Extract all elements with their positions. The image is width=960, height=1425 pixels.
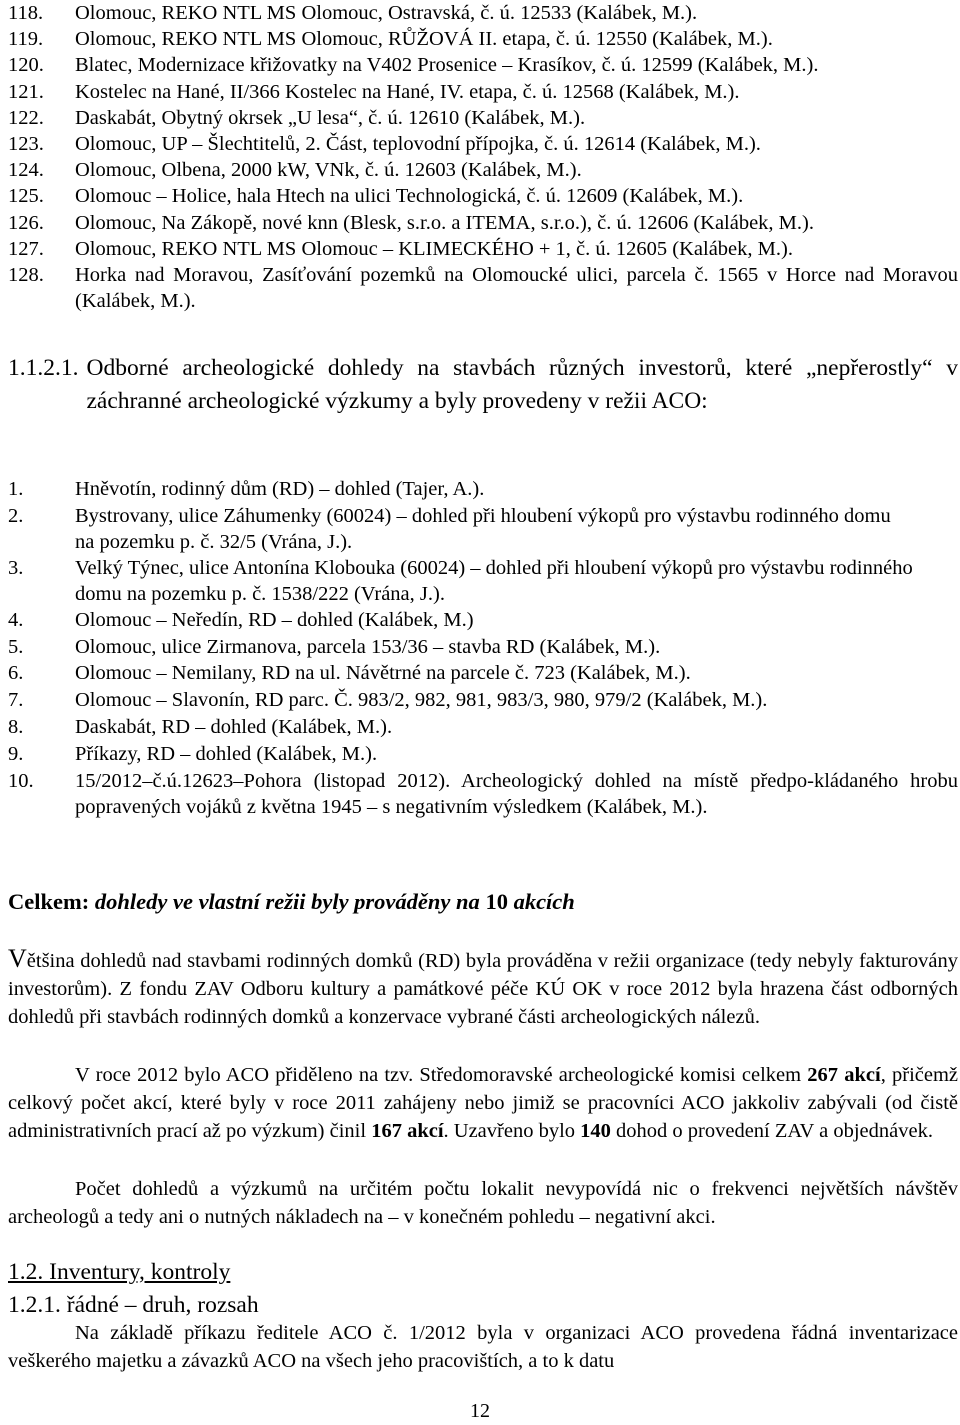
list-item: 1. Hněvotín, rodinný dům (RD) – dohled (Tajer, A.).: [8, 478, 485, 500]
summary-label: Celkem:: [8, 889, 90, 914]
list-item: 123. Olomouc, UP – Šlechtitelů, 2. Část, teplovodní přípojka, č. ú. 12614 (Kalábek, M.).: [8, 132, 761, 155]
list-item: 7. Olomouc – Slavonín, RD parc. Č. 983/2, 982, 981, 983/3, 980, 979/2 (Kalábek, M.).: [8, 689, 768, 712]
paragraph-frequency: Počet dohledů a výzkumů na určitém počtu lokalit nevypovídá nic o frekvenci největších návštěv archeologů a tedy ani o nutných nákladech na – v konečném pohledu – negativní akci.: [8, 1178, 958, 1228]
list-item: 126. Olomouc, Na Zákopě, nové knn (Blesk, s.r.o. a ITEMA, s.r.o.), č. ú. 12606 (Kalábek, M.).: [8, 211, 814, 234]
subheading-regular: 1.2.1. řádné – druh, rozsah: [8, 1292, 259, 1318]
list-item: 120. Blatec, Modernizace křižovatky na V402 Prosenice – Krasíkov, č. ú. 12599 (Kalábek, M.).: [8, 54, 819, 77]
list-item: 5. Olomouc, ulice Zirmanova, parcela 153/36 – stavba RD (Kalábek, M.).: [8, 635, 661, 658]
summary-line: [8, 887, 958, 917]
summary-text: dohledy ve vlastní režii byly prováděny na: [94, 889, 480, 914]
list-item: 3. Velký Týnec, ulice Antonína Klobouka (60024) – dohled při hloubení výkopů pro výstavbu rodinného domu na pozemku p. č. 1538/222 (Vrána, J.).: [8, 556, 913, 605]
list-item: 4. Olomouc – Neředín, RD – dohled (Kalábek, M.): [8, 608, 474, 631]
list-item: 6. Olomouc – Nemilany, RD na ul. Návětrné na parcele č. 723 (Kalábek, M.).: [8, 662, 691, 685]
list-item: 124. Olomouc, Olbena, 2000 kW, VNk, č. ú. 12603 (Kalábek, M.).: [8, 159, 582, 182]
list-item: 121. Kostelec na Hané, II/366 Kostelec na Hané, IV. etapa, č. ú. 12568 (Kalábek, M.).: [8, 80, 740, 103]
section-heading: 1.1.2.1. Odborné archeologické dohledy na stavbách různých investorů, které „nepřerostly“ v záchranné archeologické výzkumy a byly provedeny v režii ACO:: [8, 355, 958, 414]
paragraph-inventory: Na základě příkazu ředitele ACO č. 1/2012 byla v organizaci ACO provedena řádná inventarizace veškerého majetku a závazků ACO na všech jeho pracovištích, a to k datu: [8, 1322, 958, 1372]
list-item: 9. Příkazy, RD – dohled (Kalábek, M.).: [8, 742, 378, 765]
action-list-continued: [8, 0, 958, 314]
list-item: 2. Bystrovany, ulice Záhumenky (60024) – dohled při hloubení výkopů pro výstavbu rodinného domu na pozemku p. č. 32/5 (Vrána, J.).: [8, 504, 891, 553]
page-number: 12: [470, 1400, 490, 1422]
summary-end: akcích: [513, 889, 575, 914]
list-item: 119. Olomouc, REKO NTL MS Olomouc, RŮŽOVÁ II. etapa, č. ú. 12550 (Kalábek, M.).: [8, 28, 773, 51]
summary-count: 10: [485, 889, 508, 914]
supervision-list: [8, 476, 958, 820]
paragraph-actions: V roce 2012 bylo ACO přiděleno na tzv. Středomoravské archeologické komisi celkem 267 akcí, přičemž celkový počet akcí, které byly v roce 2011 zahájeny nebo jimiž se pracovníci ACO jakkoliv zabývali (od čistě administrativních prací až po výzkum) činil 167 akcí. Uzavřeno bylo 140 dohod o provedení ZAV a objednávek.: [8, 1064, 959, 1142]
heading-inventory: 1.2. Inventury, kontroly: [8, 1259, 231, 1285]
list-item: 122. Daskabát, Obytný okrsek „U lesa“, č. ú. 12610 (Kalábek, M.).: [8, 106, 586, 129]
list-item: 8. Daskabát, RD – dohled (Kalábek, M.).: [8, 715, 393, 738]
list-item: 10. 15/2012–č.ú.12623–Pohora (listopad 2012). Archeologický dohled na místě předpo-kládaného hrobu popravených vojáků z května 1945 – s negativním výsledkem (Kalábek, M.).: [8, 769, 958, 818]
paragraph-funding: Většina dohledů nad stavbami rodinných domků (RD) byla prováděna v režii organizace (tedy nebyly fakturovány investorům). Z fondu ZAV Odboru kultury a památkové péče KÚ OK v roce 2012 byla hrazena část odborných dohledů při stavbách rodinných domků a konzervace vybrané části archeologických nálezů.: [8, 944, 958, 1028]
list-item: 125. Olomouc – Holice, hala Htech na ulici Technologická, č. ú. 12609 (Kalábek, M.).: [8, 185, 744, 208]
list-item: 118. Olomouc, REKO NTL MS Olomouc, Ostravská, č. ú. 12533 (Kalábek, M.).: [8, 2, 698, 24]
list-item: 127. Olomouc, REKO NTL MS Olomouc – KLIMECKÉHO + 1, č. ú. 12605 (Kalábek, M.).: [8, 237, 793, 260]
list-item: 128. Horka nad Moravou, Zasíťování pozemků na Olomoucké ulici, parcela č. 1565 v Horce nad Moravou (Kalábek, M.).: [8, 263, 958, 312]
